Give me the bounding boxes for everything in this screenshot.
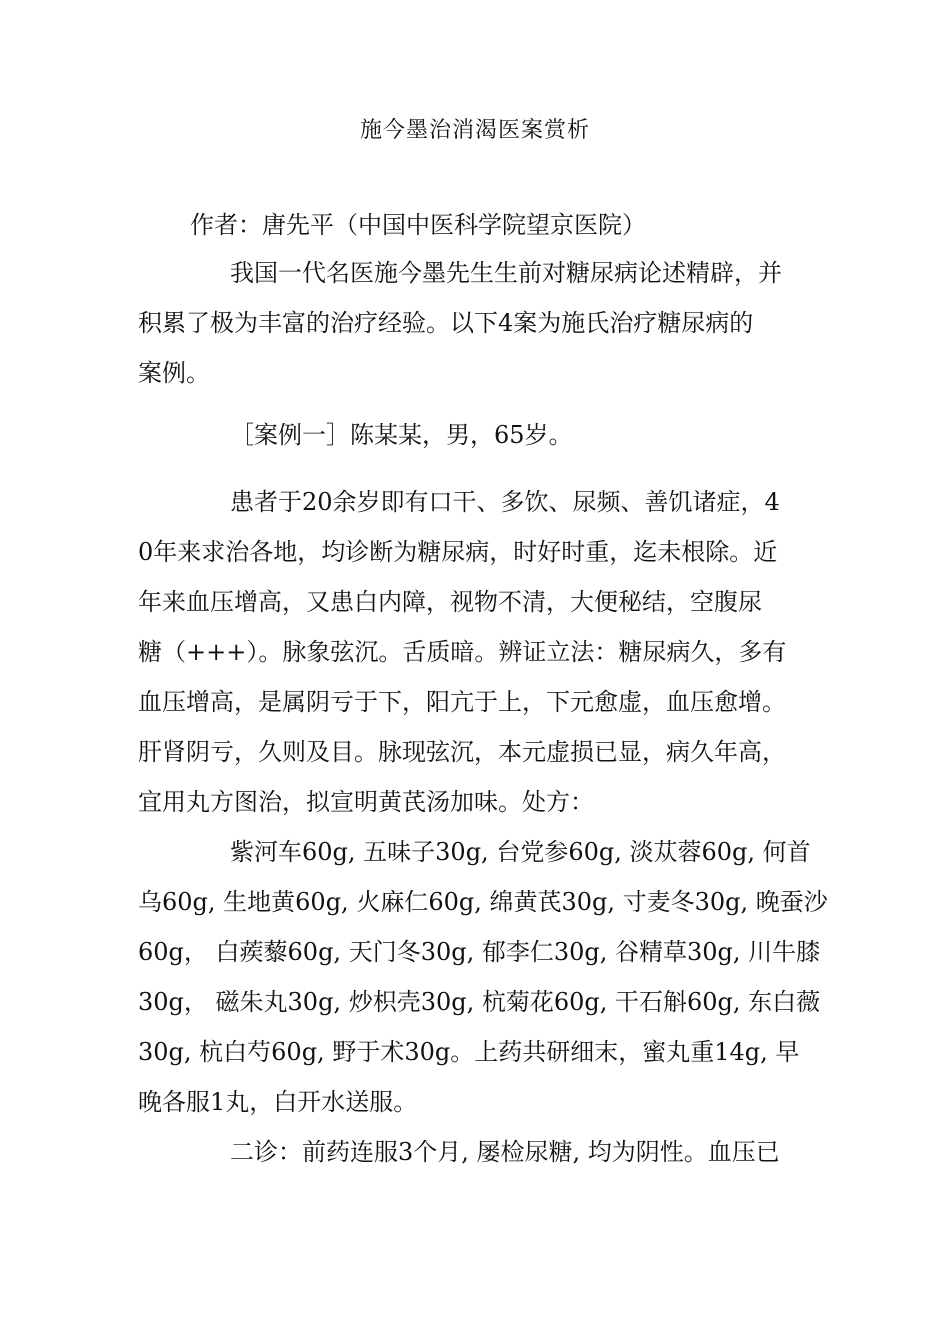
prescription-line: 晚各服1丸，白开水送服。 xyxy=(138,1088,418,1116)
prescription-paragraph xyxy=(138,827,828,1127)
case-body-paragraph xyxy=(138,477,818,827)
prescription-line: 乌60g, 生地黄60g, 火麻仁60g, 绵黄芪30g, 寸麦冬30g, 晚蚕沙 xyxy=(138,888,828,916)
intro-line: 积累了极为丰富的治疗经验。以下4案为施氏治疗糖尿病的 xyxy=(138,309,754,337)
prescription-line: 30g, 杭白芍60g, 野于术30g。上药共研细末，蜜丸重14g, 早 xyxy=(138,1038,800,1066)
author-line: 作者：唐先平（中国中医科学院望京医院） xyxy=(190,211,646,239)
second-visit-line: 二诊：前药连服3个月, 屡检尿糖, 均为阴性。血压已 xyxy=(230,1138,780,1166)
case-heading-paragraph xyxy=(138,410,818,460)
document-title: 施今墨治消渴医案赏析 xyxy=(359,118,590,143)
case-body-line: 年来血压增高，又患白内障，视物不清，大便秘结，空腹尿 xyxy=(138,588,762,616)
intro-line: 我国一代名医施今墨先生生前对糖尿病论述精辟，并 xyxy=(230,259,782,287)
case-body-line: 患者于20余岁即有口干、多饮、尿频、善饥诸症，4 xyxy=(230,488,780,516)
case-body-line: 肝肾阴亏，久则及目。脉现弦沉，本元虚损已显，病久年高， xyxy=(138,738,786,766)
case-body-line: 0年来求治各地，均诊断为糖尿病，时好时重，迄未根除。近 xyxy=(138,538,778,566)
prescription-line: 紫河车60g, 五味子30g, 台党参60g, 淡苁蓉60g, 何首 xyxy=(230,838,811,866)
prescription-line: 30g， 磁朱丸30g, 炒枳壳30g, 杭菊花60g, 干石斛60g, 东白薇 xyxy=(138,988,821,1016)
intro-paragraph xyxy=(138,248,818,398)
intro-line: 案例。 xyxy=(138,359,210,387)
case-body-line: 宜用丸方图治，拟宣明黄芪汤加味。处方： xyxy=(138,788,594,816)
case-body-line: 糖（+++）。脉象弦沉。舌质暗。辨证立法：糖尿病久，多有 xyxy=(138,638,787,666)
case-heading: ［案例一］陈某某，男，65岁。 xyxy=(230,421,573,449)
prescription-line: 60g， 白蒺藜60g, 天门冬30g, 郁李仁30g, 谷精草30g, 川牛膝 xyxy=(138,938,821,966)
case-body-line: 血压增高，是属阴亏于下，阳亢于上，下元愈虚，血压愈增。 xyxy=(138,688,786,716)
second-visit-paragraph xyxy=(138,1127,818,1177)
